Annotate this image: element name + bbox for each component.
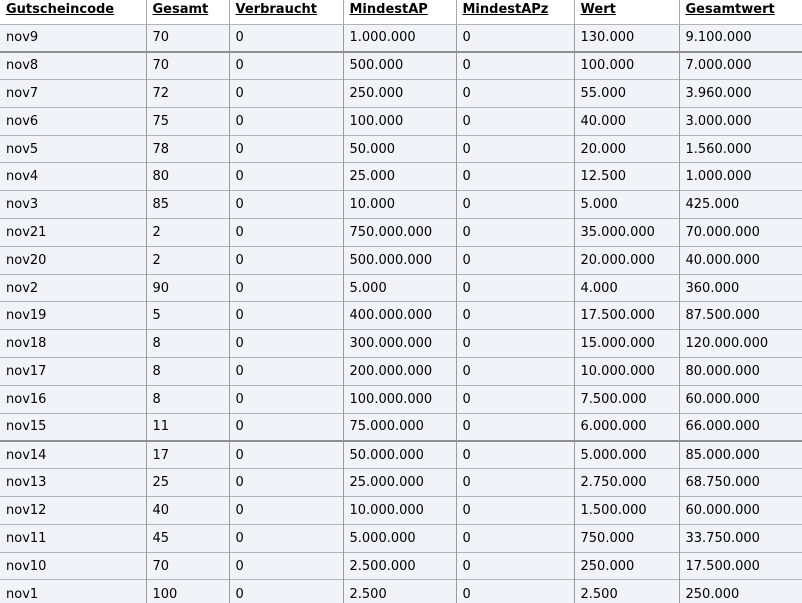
cell-mindestapz: 0 xyxy=(456,385,574,413)
cell-verbraucht: 0 xyxy=(229,274,343,302)
cell-wert: 12.500 xyxy=(574,163,679,191)
cell-mindestapz: 0 xyxy=(456,524,574,552)
cell-mindestapz: 0 xyxy=(456,497,574,525)
cell-gesamt: 2 xyxy=(146,219,229,247)
table-row xyxy=(0,302,802,330)
cell-gutscheincode: nov1 xyxy=(0,580,146,603)
cell-gutscheincode: nov16 xyxy=(0,385,146,413)
cell-gesamt: 8 xyxy=(146,358,229,386)
cell-gesamtwert: 60.000.000 xyxy=(679,385,802,413)
cell-gutscheincode: nov7 xyxy=(0,80,146,108)
cell-gutscheincode: nov3 xyxy=(0,191,146,219)
cell-gesamt: 85 xyxy=(146,191,229,219)
cell-mindestapz: 0 xyxy=(456,358,574,386)
cell-gutscheincode: nov9 xyxy=(0,24,146,52)
cell-gesamt: 80 xyxy=(146,163,229,191)
cell-wert: 20.000.000 xyxy=(574,246,679,274)
cell-gutscheincode: nov17 xyxy=(0,358,146,386)
column-header-mindestap[interactable] xyxy=(343,0,456,24)
cell-mindestap: 500.000.000 xyxy=(343,246,456,274)
cell-mindestapz: 0 xyxy=(456,330,574,358)
cell-wert: 6.000.000 xyxy=(574,413,679,441)
table-row xyxy=(0,80,802,108)
cell-verbraucht: 0 xyxy=(229,385,343,413)
cell-gesamt: 8 xyxy=(146,330,229,358)
cell-verbraucht: 0 xyxy=(229,358,343,386)
cell-gesamtwert: 360.000 xyxy=(679,274,802,302)
cell-mindestap: 2.500.000 xyxy=(343,552,456,580)
cell-gutscheincode: nov10 xyxy=(0,552,146,580)
table-row xyxy=(0,413,802,441)
cell-verbraucht: 0 xyxy=(229,497,343,525)
cell-gutscheincode: nov21 xyxy=(0,219,146,247)
table-row xyxy=(0,552,802,580)
cell-wert: 250.000 xyxy=(574,552,679,580)
cell-gesamt: 2 xyxy=(146,246,229,274)
cell-gutscheincode: nov19 xyxy=(0,302,146,330)
table-row xyxy=(0,52,802,80)
cell-mindestapz: 0 xyxy=(456,52,574,80)
cell-gesamtwert: 9.100.000 xyxy=(679,24,802,52)
sort-link-wert[interactable]: Wert xyxy=(580,2,616,17)
cell-verbraucht: 0 xyxy=(229,135,343,163)
cell-mindestapz: 0 xyxy=(456,107,574,135)
cell-gesamtwert: 120.000.000 xyxy=(679,330,802,358)
table-row xyxy=(0,191,802,219)
cell-gutscheincode: nov14 xyxy=(0,441,146,469)
table-row xyxy=(0,330,802,358)
cell-mindestap: 100.000 xyxy=(343,107,456,135)
cell-mindestapz: 0 xyxy=(456,135,574,163)
table-body xyxy=(0,24,802,603)
cell-mindestapz: 0 xyxy=(456,163,574,191)
cell-verbraucht: 0 xyxy=(229,302,343,330)
cell-wert: 750.000 xyxy=(574,524,679,552)
table-row xyxy=(0,163,802,191)
cell-gesamtwert: 7.000.000 xyxy=(679,52,802,80)
cell-gesamt: 90 xyxy=(146,274,229,302)
column-header-gutscheincode[interactable] xyxy=(0,0,146,24)
cell-mindestap: 25.000.000 xyxy=(343,469,456,497)
cell-gesamt: 72 xyxy=(146,80,229,108)
cell-mindestapz: 0 xyxy=(456,246,574,274)
cell-mindestap: 50.000.000 xyxy=(343,441,456,469)
cell-mindestapz: 0 xyxy=(456,552,574,580)
cell-gesamtwert: 1.000.000 xyxy=(679,163,802,191)
cell-gesamtwert: 70.000.000 xyxy=(679,219,802,247)
cell-gutscheincode: nov13 xyxy=(0,469,146,497)
cell-gesamt: 11 xyxy=(146,413,229,441)
cell-gesamt: 17 xyxy=(146,441,229,469)
cell-mindestapz: 0 xyxy=(456,274,574,302)
column-header-gesamtwert[interactable] xyxy=(679,0,802,24)
cell-wert: 55.000 xyxy=(574,80,679,108)
column-header-gesamt[interactable] xyxy=(146,0,229,24)
cell-gesamtwert: 3.960.000 xyxy=(679,80,802,108)
cell-wert: 17.500.000 xyxy=(574,302,679,330)
cell-gesamtwert: 33.750.000 xyxy=(679,524,802,552)
cell-wert: 20.000 xyxy=(574,135,679,163)
cell-gutscheincode: nov12 xyxy=(0,497,146,525)
table-row xyxy=(0,497,802,525)
cell-mindestapz: 0 xyxy=(456,441,574,469)
cell-mindestapz: 0 xyxy=(456,413,574,441)
cell-gutscheincode: nov11 xyxy=(0,524,146,552)
cell-mindestap: 400.000.000 xyxy=(343,302,456,330)
cell-wert: 1.500.000 xyxy=(574,497,679,525)
cell-gutscheincode: nov2 xyxy=(0,274,146,302)
cell-mindestap: 25.000 xyxy=(343,163,456,191)
cell-mindestap: 250.000 xyxy=(343,80,456,108)
cell-gesamtwert: 60.000.000 xyxy=(679,497,802,525)
cell-gesamt: 70 xyxy=(146,24,229,52)
cell-gesamtwert: 3.000.000 xyxy=(679,107,802,135)
cell-verbraucht: 0 xyxy=(229,330,343,358)
sort-link-gesamtwert[interactable]: Gesamtwert xyxy=(685,2,775,17)
cell-mindestapz: 0 xyxy=(456,80,574,108)
cell-mindestap: 300.000.000 xyxy=(343,330,456,358)
cell-mindestap: 50.000 xyxy=(343,135,456,163)
table-row xyxy=(0,135,802,163)
cell-verbraucht: 0 xyxy=(229,107,343,135)
cell-verbraucht: 0 xyxy=(229,580,343,603)
cell-gesamt: 75 xyxy=(146,107,229,135)
cell-gesamtwert: 250.000 xyxy=(679,580,802,603)
cell-wert: 4.000 xyxy=(574,274,679,302)
cell-wert: 7.500.000 xyxy=(574,385,679,413)
table-row xyxy=(0,24,802,52)
cell-wert: 130.000 xyxy=(574,24,679,52)
table-row xyxy=(0,246,802,274)
cell-gutscheincode: nov5 xyxy=(0,135,146,163)
cell-gesamtwert: 68.750.000 xyxy=(679,469,802,497)
table-row xyxy=(0,524,802,552)
cell-mindestap: 100.000.000 xyxy=(343,385,456,413)
cell-gesamtwert: 40.000.000 xyxy=(679,246,802,274)
cell-gutscheincode: nov20 xyxy=(0,246,146,274)
cell-gesamt: 70 xyxy=(146,552,229,580)
header-row xyxy=(0,0,802,24)
cell-mindestapz: 0 xyxy=(456,219,574,247)
cell-mindestapz: 0 xyxy=(456,191,574,219)
table-row xyxy=(0,469,802,497)
table-row xyxy=(0,580,802,603)
cell-verbraucht: 0 xyxy=(229,219,343,247)
cell-gesamt: 40 xyxy=(146,497,229,525)
cell-wert: 2.500 xyxy=(574,580,679,603)
table-row xyxy=(0,107,802,135)
cell-mindestap: 5.000.000 xyxy=(343,524,456,552)
cell-wert: 100.000 xyxy=(574,52,679,80)
cell-verbraucht: 0 xyxy=(229,24,343,52)
cell-gesamt: 5 xyxy=(146,302,229,330)
cell-gesamt: 8 xyxy=(146,385,229,413)
table-row xyxy=(0,385,802,413)
cell-mindestapz: 0 xyxy=(456,469,574,497)
cell-gesamtwert: 85.000.000 xyxy=(679,441,802,469)
cell-wert: 5.000.000 xyxy=(574,441,679,469)
sort-link-mindestapz[interactable]: MindestAPz xyxy=(462,2,549,17)
cell-mindestap: 2.500 xyxy=(343,580,456,603)
cell-gesamt: 25 xyxy=(146,469,229,497)
cell-gesamt: 100 xyxy=(146,580,229,603)
table-row xyxy=(0,219,802,247)
cell-verbraucht: 0 xyxy=(229,552,343,580)
cell-gutscheincode: nov4 xyxy=(0,163,146,191)
cell-gesamtwert: 80.000.000 xyxy=(679,358,802,386)
cell-wert: 15.000.000 xyxy=(574,330,679,358)
sort-link-mindestap[interactable]: MindestAP xyxy=(349,2,428,17)
cell-wert: 10.000.000 xyxy=(574,358,679,386)
table-row xyxy=(0,441,802,469)
cell-verbraucht: 0 xyxy=(229,80,343,108)
cell-mindestap: 200.000.000 xyxy=(343,358,456,386)
column-header-wert[interactable] xyxy=(574,0,679,24)
column-header-mindestapz[interactable] xyxy=(456,0,574,24)
cell-verbraucht: 0 xyxy=(229,191,343,219)
cell-mindestap: 75.000.000 xyxy=(343,413,456,441)
table-header xyxy=(0,0,802,24)
cell-verbraucht: 0 xyxy=(229,52,343,80)
cell-wert: 35.000.000 xyxy=(574,219,679,247)
cell-gutscheincode: nov18 xyxy=(0,330,146,358)
cell-wert: 40.000 xyxy=(574,107,679,135)
cell-verbraucht: 0 xyxy=(229,524,343,552)
cell-gesamt: 45 xyxy=(146,524,229,552)
cell-mindestapz: 0 xyxy=(456,302,574,330)
cell-mindestap: 500.000 xyxy=(343,52,456,80)
cell-verbraucht: 0 xyxy=(229,246,343,274)
cell-gutscheincode: nov6 xyxy=(0,107,146,135)
cell-verbraucht: 0 xyxy=(229,163,343,191)
cell-wert: 5.000 xyxy=(574,191,679,219)
cell-gesamt: 78 xyxy=(146,135,229,163)
cell-mindestap: 750.000.000 xyxy=(343,219,456,247)
cell-gesamtwert: 66.000.000 xyxy=(679,413,802,441)
cell-mindestap: 5.000 xyxy=(343,274,456,302)
column-header-verbraucht[interactable] xyxy=(229,0,343,24)
table-row xyxy=(0,274,802,302)
cell-mindestap: 10.000 xyxy=(343,191,456,219)
cell-verbraucht: 0 xyxy=(229,469,343,497)
cell-gesamt: 70 xyxy=(146,52,229,80)
cell-gesamtwert: 87.500.000 xyxy=(679,302,802,330)
cell-gesamtwert: 1.560.000 xyxy=(679,135,802,163)
cell-mindestapz: 0 xyxy=(456,24,574,52)
cell-gutscheincode: nov15 xyxy=(0,413,146,441)
cell-gesamtwert: 17.500.000 xyxy=(679,552,802,580)
sort-link-verbraucht[interactable]: Verbraucht xyxy=(235,2,317,17)
cell-mindestapz: 0 xyxy=(456,580,574,603)
cell-verbraucht: 0 xyxy=(229,441,343,469)
cell-gesamtwert: 425.000 xyxy=(679,191,802,219)
cell-wert: 2.750.000 xyxy=(574,469,679,497)
cell-verbraucht: 0 xyxy=(229,413,343,441)
cell-gutscheincode: nov8 xyxy=(0,52,146,80)
cell-mindestap: 10.000.000 xyxy=(343,497,456,525)
cell-mindestap: 1.000.000 xyxy=(343,24,456,52)
sort-link-gutscheincode[interactable]: Gutscheincode xyxy=(6,2,115,17)
table-row xyxy=(0,358,802,386)
sort-link-gesamt[interactable]: Gesamt xyxy=(152,2,209,17)
